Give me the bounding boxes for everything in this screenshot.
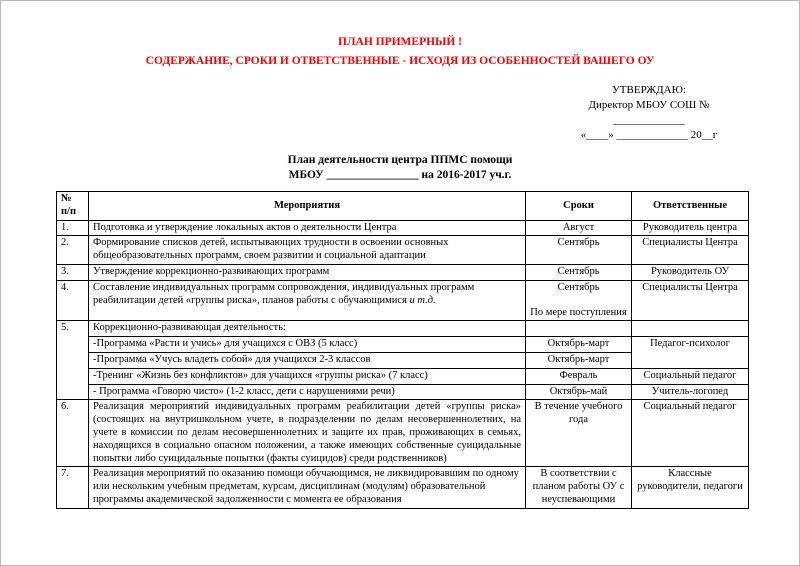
- row-activity: Подготовка и утверждение локальных актов о деятельности Центра: [89, 220, 526, 236]
- row-responsible: Классные руководители, педагоги: [632, 467, 749, 508]
- header-activity: Мероприятия: [89, 192, 526, 221]
- row-responsible: Социальный педагог: [632, 368, 749, 384]
- table-row: [57, 280, 749, 321]
- row-activity: Коррекционно-развивающая деятельность:: [89, 321, 526, 337]
- table-row: [57, 337, 749, 353]
- row-responsible: Специалисты Центра: [632, 236, 749, 265]
- row-activity: - Программа «Говорю чисто» (1-2 класс, дети с нарушениями речи): [89, 384, 526, 400]
- document-title: [1, 153, 799, 183]
- plan-table: [56, 191, 749, 509]
- table-header-row: [57, 192, 749, 221]
- approval-label: УТВЕРЖДАЮ:: [612, 84, 686, 96]
- row-responsible: Руководитель ОУ: [632, 264, 749, 280]
- table-row: [57, 321, 749, 337]
- table-row: [57, 400, 749, 467]
- document-title-line-2: МБОУ ________________ на 2016-2017 уч.г.: [288, 169, 512, 181]
- row-num: 7.: [57, 467, 89, 508]
- row-dates: Февраль: [526, 368, 632, 384]
- row-responsible: Учитель-логопед: [632, 384, 749, 400]
- row-activity: Формирование списков детей, испытывающих трудности в освоении основных общеобразовательных программ, своем развитии и социальной адаптации: [89, 236, 526, 265]
- row-dates: В соответствии с планом работы ОУ с неуспевающими: [526, 467, 632, 508]
- table-row: [57, 467, 749, 508]
- row-dates: Октябрь-март: [526, 337, 632, 353]
- row-dates: Сентябрь По мере поступления: [526, 280, 632, 321]
- row-activity: -Программа «Учусь владеть собой» для учащихся 2-3 классов: [89, 352, 526, 368]
- row-num: 5.: [57, 321, 89, 400]
- header-num: № п/п: [57, 192, 89, 221]
- row-num: 4.: [57, 280, 89, 321]
- warning-line-2: СОДЕРЖАНИЕ, СРОКИ И ОТВЕТСТВЕННЫЕ - ИСХОДЯ ИЗ ОСОБЕННОСТЕЙ ВАШЕГО ОУ: [145, 55, 655, 67]
- row-num: 6.: [57, 400, 89, 467]
- row-dates: Октябрь-май: [526, 384, 632, 400]
- approval-block: [554, 83, 744, 143]
- table-row: [57, 384, 749, 400]
- approval-director-line: Директор МБОУ СОШ №: [588, 99, 710, 111]
- document-title-line-1: План деятельности центра ППМС помощи: [287, 154, 513, 166]
- warning-line-1: ПЛАН ПРИМЕРНЫЙ !: [338, 36, 462, 48]
- row-activity: Составление индивидуальных программ сопровождения, индивидуальных программ реабилитации детей «группы риска», планов работы с обучающимися и т.д.: [89, 280, 526, 321]
- approval-date-line: «____» _____________ 20__г: [580, 129, 718, 141]
- row-activity: -Тренинг «Жизнь без конфликтов» для учащихся «группы риска» (7 класс): [89, 368, 526, 384]
- row-dates: В течение учебного года: [526, 400, 632, 467]
- row-dates: Сентябрь: [526, 264, 632, 280]
- row-dates: [526, 321, 632, 337]
- row-responsible: Педагог-психолог: [632, 337, 749, 369]
- row-responsible: Руководитель центра: [632, 220, 749, 236]
- table-row: [57, 236, 749, 265]
- row-activity: -Программа «Расти и учись» для учащихся с ОВЗ (5 класс): [89, 337, 526, 353]
- row-num: 1.: [57, 220, 89, 236]
- row-activity-etc: и т.д.: [409, 294, 436, 306]
- row-activity: Утверждение коррекционно-развивающих программ: [89, 264, 526, 280]
- header-responsible: Ответственные: [632, 192, 749, 221]
- row-responsible: Социальный педагог: [632, 400, 749, 467]
- row-dates: Сентябрь: [526, 236, 632, 265]
- row-dates: Август: [526, 220, 632, 236]
- row-activity: Реализация мероприятий по оказанию помощи обучающимся, не ликвидировавшим по одному или нескольким учебным предметам, курсам, дисциплинам (модулям) образовательной программы академической задолженности с момента ее образования: [89, 467, 526, 508]
- header-dates: Сроки: [526, 192, 632, 221]
- row-responsible: Специалисты Центра: [632, 280, 749, 321]
- table-row: [57, 264, 749, 280]
- table-row: [57, 220, 749, 236]
- row-activity: Реализация мероприятий индивидуальных программ реабилитации детей «группы риска» (состоящих на внутришкольном учете, в подразделении по делам несовершеннолетних, на учете в комиссии по делам несовершеннолетних и защите их прав, проживающих в семьях, находящихся в социально опасном положении, а также имеющих собственные суицидальные попытки либо суицидальные попытки (факты суицидов) среди родственников): [89, 400, 526, 467]
- table-row: [57, 368, 749, 384]
- row-dates: Октябрь-март: [526, 352, 632, 368]
- approval-signature-line: _____________: [613, 114, 685, 126]
- row-responsible: [632, 321, 749, 337]
- warning-header: [1, 33, 799, 71]
- row-num: 2.: [57, 236, 89, 265]
- row-num: 3.: [57, 264, 89, 280]
